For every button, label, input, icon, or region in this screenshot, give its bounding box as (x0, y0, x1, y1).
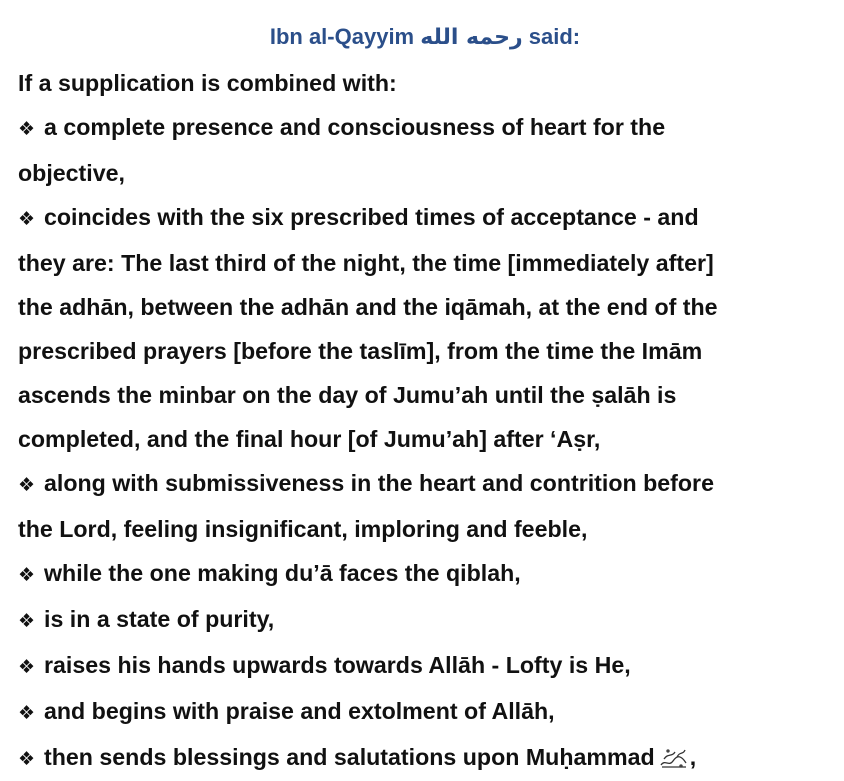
list-item-continuation (18, 151, 832, 195)
quote-heading (18, 22, 832, 53)
list-item (18, 551, 832, 597)
line-text: they are: The last third of the night, the time [immediately after] (18, 250, 714, 276)
list-item-continuation (18, 329, 832, 373)
salawat-seal-icon (659, 747, 689, 769)
line-text: ascends the minbar on the day of Jumu’ah until the ṣalāh is (18, 382, 677, 408)
list-item-continuation (18, 507, 832, 551)
bullet-icon: ❖ (18, 610, 36, 632)
list-item-continuation (18, 241, 832, 285)
bullet-icon: ❖ (18, 474, 36, 496)
bullet-icon: ❖ (18, 118, 36, 140)
line-text: while the one making du’ā faces the qiblah, (44, 560, 521, 586)
list-item (18, 105, 832, 151)
list-item (18, 195, 832, 241)
bullet-icon: ❖ (18, 748, 36, 770)
last-line-trailing: , (689, 744, 697, 770)
heading-honorific: رحمه الله (420, 25, 523, 50)
list-item-last (18, 735, 832, 781)
last-line-text: then sends blessings and salutations upon Muḥammad (44, 744, 655, 770)
line-text: raises his hands upwards towards Allāh - Lofty is He, (44, 652, 631, 678)
line-text: completed, and the final hour [of Jumu’ah] after ‘Aṣr, (18, 426, 601, 452)
line-text: a complete presence and consciousness of heart for the (44, 114, 666, 140)
quote-body (18, 61, 832, 781)
line-text: and begins with praise and extolment of Allāh, (44, 698, 555, 724)
line-text: objective, (18, 160, 125, 186)
list-item (18, 689, 832, 735)
line-text: the adhān, between the adhān and the iqāmah, at the end of the (18, 294, 718, 320)
line-text: along with submissiveness in the heart and contrition before (44, 470, 714, 496)
heading-name: Ibn al-Qayyim (269, 24, 415, 49)
list-item-continuation (18, 417, 832, 461)
list-item-continuation (18, 285, 832, 329)
list-item (18, 461, 832, 507)
line-text: the Lord, feeling insignificant, imploring and feeble, (18, 516, 588, 542)
line-text: is in a state of purity, (44, 606, 275, 632)
bullet-icon: ❖ (18, 702, 36, 724)
line-text: coincides with the six prescribed times of acceptance - and (44, 204, 699, 230)
quote-lines (18, 105, 832, 735)
list-item-continuation (18, 373, 832, 417)
intro-line: If a supplication is combined with: (18, 70, 397, 96)
bullet-icon: ❖ (18, 656, 36, 678)
line-text: prescribed prayers [before the taslīm], from the time the Imām (18, 338, 703, 364)
list-item (18, 597, 832, 643)
bullet-icon: ❖ (18, 208, 36, 230)
heading-verb: said: (528, 24, 581, 49)
list-item (18, 643, 832, 689)
bullet-icon: ❖ (18, 564, 36, 586)
